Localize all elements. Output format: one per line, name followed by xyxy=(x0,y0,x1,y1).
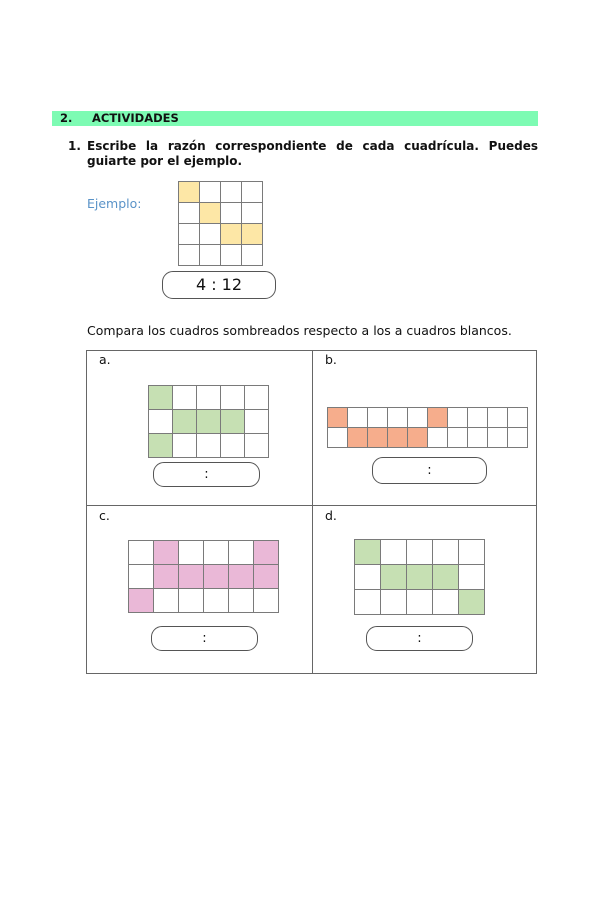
white-cell xyxy=(507,427,528,448)
white-cell xyxy=(128,540,154,565)
question-d-answer-box[interactable] xyxy=(366,626,473,651)
shaded-cell xyxy=(380,564,407,590)
white-cell xyxy=(220,202,242,224)
question-b-answer: : xyxy=(427,463,432,478)
white-cell xyxy=(380,539,407,565)
white-cell xyxy=(327,427,348,448)
shaded-cell xyxy=(406,564,433,590)
shaded-cell xyxy=(196,409,221,434)
white-cell xyxy=(196,385,221,410)
shaded-cell xyxy=(432,564,459,590)
white-cell xyxy=(220,181,242,203)
white-cell xyxy=(241,181,263,203)
white-cell xyxy=(406,589,433,615)
white-cell xyxy=(467,407,488,428)
white-cell xyxy=(203,540,229,565)
white-cell xyxy=(241,202,263,224)
white-cell xyxy=(447,407,468,428)
shaded-cell xyxy=(253,540,279,565)
white-cell xyxy=(220,385,245,410)
white-cell xyxy=(220,433,245,458)
white-cell xyxy=(487,407,508,428)
white-cell xyxy=(432,539,459,565)
white-cell xyxy=(199,223,221,245)
white-cell xyxy=(178,244,200,266)
question-d-label: d. xyxy=(325,508,337,523)
white-cell xyxy=(172,433,197,458)
shaded-cell xyxy=(153,540,179,565)
white-cell xyxy=(487,427,508,448)
white-cell xyxy=(354,564,381,590)
white-cell xyxy=(148,409,173,434)
shaded-cell xyxy=(387,427,408,448)
question-c-answer-box[interactable] xyxy=(151,626,258,651)
shaded-cell xyxy=(199,202,221,224)
question-d-grid xyxy=(354,539,484,614)
example-answer: 4 : 12 xyxy=(195,275,243,294)
shaded-cell xyxy=(427,407,448,428)
question-b-grid xyxy=(327,407,527,447)
white-cell xyxy=(380,589,407,615)
white-cell xyxy=(347,407,368,428)
section-header xyxy=(52,111,538,126)
instruction xyxy=(68,139,538,169)
white-cell xyxy=(407,407,428,428)
shaded-cell xyxy=(128,588,154,613)
compare-instruction: Compara los cuadros sombreados respecto a los a cuadros blancos. xyxy=(87,323,512,338)
question-d-answer: : xyxy=(417,631,422,646)
white-cell xyxy=(220,244,242,266)
question-a-label: a. xyxy=(99,352,111,367)
white-cell xyxy=(447,427,468,448)
white-cell xyxy=(172,385,197,410)
shaded-cell xyxy=(241,223,263,245)
shaded-cell xyxy=(354,539,381,565)
shaded-cell xyxy=(178,564,204,589)
question-a-grid xyxy=(148,385,268,457)
shaded-cell xyxy=(407,427,428,448)
shaded-cell xyxy=(347,427,368,448)
white-cell xyxy=(178,202,200,224)
example-label: Ejemplo: xyxy=(87,196,142,211)
question-b-label: b. xyxy=(325,352,337,367)
instruction-number: 1. xyxy=(68,139,81,153)
white-cell xyxy=(203,588,229,613)
question-a-answer: : xyxy=(204,467,209,482)
example-answer-box xyxy=(162,271,276,299)
white-cell xyxy=(244,433,269,458)
white-cell xyxy=(367,407,388,428)
white-cell xyxy=(244,385,269,410)
white-cell xyxy=(432,589,459,615)
white-cell xyxy=(128,564,154,589)
white-cell xyxy=(253,588,279,613)
shaded-cell xyxy=(148,385,173,410)
shaded-cell xyxy=(253,564,279,589)
section-number: 2. xyxy=(60,111,73,125)
white-cell xyxy=(458,564,485,590)
shaded-cell xyxy=(220,223,242,245)
white-cell xyxy=(241,244,263,266)
question-c-answer: : xyxy=(202,631,207,646)
white-cell xyxy=(196,433,221,458)
instruction-text: Escribe la razón correspondiente de cada cuadrícula. Puedes guiarte por el ejemplo. xyxy=(87,139,538,168)
question-b-answer-box[interactable] xyxy=(372,457,487,484)
shaded-cell xyxy=(178,181,200,203)
white-cell xyxy=(178,223,200,245)
shaded-cell xyxy=(148,433,173,458)
white-cell xyxy=(507,407,528,428)
shaded-cell xyxy=(367,427,388,448)
white-cell xyxy=(153,588,179,613)
white-cell xyxy=(199,244,221,266)
white-cell xyxy=(458,539,485,565)
question-c-label: c. xyxy=(99,508,110,523)
shaded-cell xyxy=(153,564,179,589)
shaded-cell xyxy=(327,407,348,428)
section-title: ACTIVIDADES xyxy=(92,111,179,125)
white-cell xyxy=(228,540,254,565)
shaded-cell xyxy=(228,564,254,589)
shaded-cell xyxy=(458,589,485,615)
white-cell xyxy=(354,589,381,615)
white-cell xyxy=(387,407,408,428)
white-cell xyxy=(228,588,254,613)
shaded-cell xyxy=(172,409,197,434)
question-a-answer-box[interactable] xyxy=(153,462,260,487)
white-cell xyxy=(427,427,448,448)
white-cell xyxy=(406,539,433,565)
shaded-cell xyxy=(220,409,245,434)
question-c-grid xyxy=(128,540,278,612)
white-cell xyxy=(178,588,204,613)
example-grid xyxy=(178,181,262,265)
white-cell xyxy=(244,409,269,434)
shaded-cell xyxy=(203,564,229,589)
white-cell xyxy=(199,181,221,203)
white-cell xyxy=(178,540,204,565)
white-cell xyxy=(467,427,488,448)
table-divider-vertical xyxy=(312,351,313,673)
table-divider-horizontal xyxy=(87,505,536,506)
